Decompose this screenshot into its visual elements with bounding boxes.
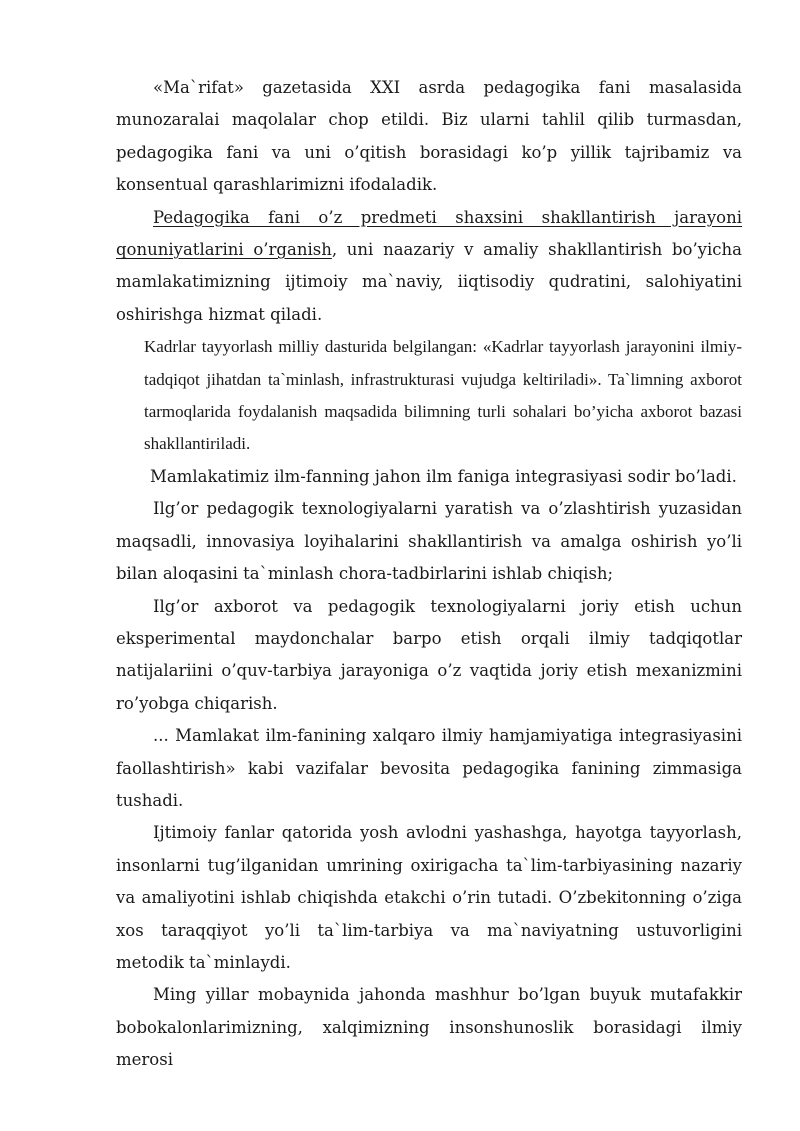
paragraph-marifat: «Ma`rifat» gazetasida XXI asrda pedagogika fani masalasida munozaralai maqolalar chop etildi. Biz ularni tahlil qilib turmasdan, pedagogika fani va uni o’qitish borasidagi ko’p yillik tajribamiz va konsentual qarashlarimizni ifodaladik. [116, 78, 742, 195]
paragraph-kadrlar: Kadrlar tayyorlash milliy dasturida belgilangan: «Kadrlar tayyorlash jarayonini ilmiy-tadqiqot jihatdan ta`minlash, infrastrukturasi vujudga keltiriladi». Ta`limning axborot tarmoqlarida foydalanish maqsadida bilimning turli sohalari bo’yicha axborot bazasi shakllantiriladi. [144, 337, 742, 454]
paragraph-mamlakatimiz: Mamlakatimiz ilm-fanning jahon ilm faniga integrasiyasi sodir bo’ladi. [150, 466, 737, 486]
paragraph-mamlakat-ilm-fanining: ... Mamlakat ilm-fanining xalqaro ilmiy hamjamiyatiga integrasiyasini faollashtirish» kabi vazifalar bevosita pedagogika fanining zimmasiga tushadi. [116, 726, 742, 810]
paragraph-ming-yillar: Ming yillar mobaynida jahonda mashhur bo’lgan buyuk mutafakkir bobokalonlarimizning, xalqimizning insonshunoslik borasidagi ilmiy merosi [116, 985, 742, 1070]
paragraph-ilgor-axborot: Ilg’or axborot va pedagogik texnologiyalarni joriy etish uchun eksperimental maydonchalar barpo etish orqali ilmiy tadqiqotlar natijalariini o’quv-tarbiya jarayoniga o’z vaqtida joriy etish mexanizmini ro’yobga chiqarish. [116, 596, 742, 713]
underlined-definition: Pedagogika fani o’z predmeti shaxsini shakllantirish jarayoni qonuniyatlarini o’rganish [116, 207, 742, 260]
paragraph-ilgor-pedagogik: Ilg’or pedagogik texnologiyalarni yaratish va o’zlashtirish yuzasidan maqsadli, innovasiya loyihalarini shakllantirish va amalga oshirish yo’li bilan aloqasini ta`minlash chora-tadbirlarini ishlab chiqish; [116, 499, 742, 584]
document-body [116, 72, 742, 1077]
paragraph-pedagogika-fani [116, 202, 742, 332]
paragraph-ijtimoiy-fanlar: Ijtimoiy fanlar qatorida yosh avlodni yashashga, hayotga tayyorlash, insonlarni tug’ilganidan umrining oxirigacha ta`lim-tarbiyasining nazariy va amaliyotini ishlab chiqishda etakchi o’rin tutadi. O’zbekitonning o’ziga xos taraqqiyot yo’li ta`lim-tarbiya va ma`naviyatning ustuvorligini metodik ta`minlaydi. [116, 823, 742, 972]
paragraph-continuation: , uni naazariy v amaliy shakllantirish bo’yicha mamlakatimizning ijtimoiy ma`naviy, iiqtisodiy qudratini, salohiyatini oshirishga hizmat qiladi. [116, 240, 742, 324]
